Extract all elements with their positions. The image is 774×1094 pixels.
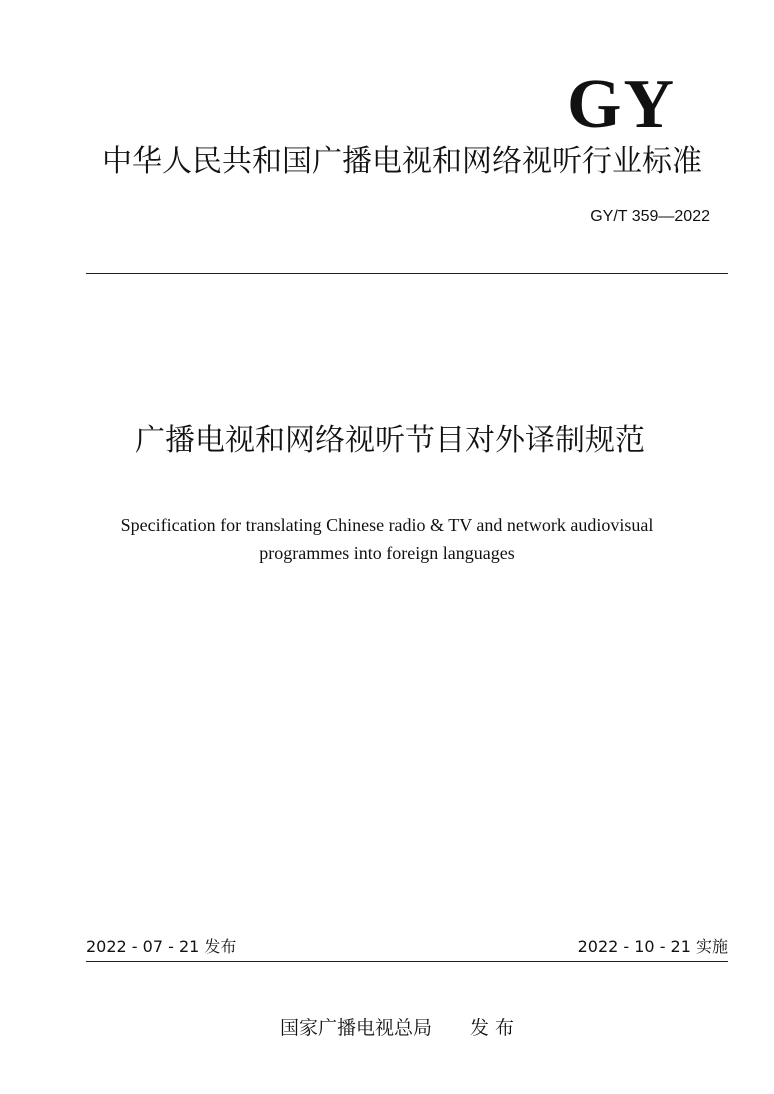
document-title-english (40, 511, 734, 567)
issue-date: 2022 - 07 - 21 发布 (86, 937, 237, 956)
header-divider (86, 273, 728, 274)
standard-number: GY/T 359—2022 (590, 208, 710, 225)
footer-divider (86, 961, 728, 962)
implementation-date: 2022 - 10 - 21 实施 (577, 937, 728, 956)
english-title-line-2: programmes into foreign languages (259, 543, 515, 563)
publish-label: 发 布 (469, 1017, 515, 1039)
document-title-chinese: 广播电视和网络视听节目对外译制规范 (135, 423, 645, 458)
publisher-line (200, 1015, 594, 1041)
standard-category-title: 中华人民共和国广播电视和网络视听行业标准 (102, 144, 702, 179)
standard-logo: GY (567, 66, 676, 143)
english-title-line-1: Specification for translating Chinese radio & TV and network audiovisual (120, 515, 654, 535)
publisher-name: 国家广播电视总局 (279, 1017, 432, 1039)
